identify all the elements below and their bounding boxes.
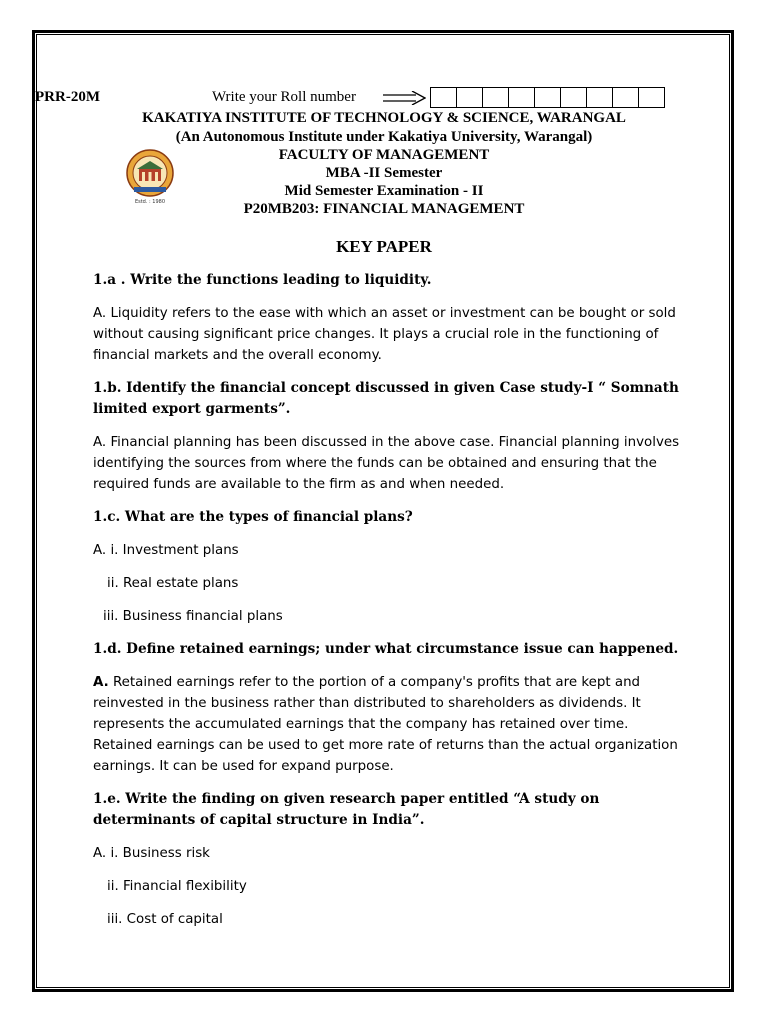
question-1d: 1.d. Define retained earnings; under what circumstance issue can happened. xyxy=(93,641,679,657)
institute-affiliation: (An Autonomous Institute under Kakatiya University, Warangal) xyxy=(175,129,593,145)
answer-prefix: A. xyxy=(93,675,109,690)
list-item: iii. Cost of capital xyxy=(107,912,223,927)
roll-number-box[interactable] xyxy=(482,87,509,108)
institute-logo xyxy=(124,149,176,205)
page-title: KEY PAPER xyxy=(336,237,432,256)
paper-code: PRR-20M xyxy=(35,89,100,105)
roll-number-box[interactable] xyxy=(456,87,483,108)
question-1e: 1.e. Write the finding on given research paper entitled “A study on determinants of capital structure in India”. xyxy=(93,791,600,828)
list-item: A. i. Business risk xyxy=(93,846,210,861)
roll-number-box[interactable] xyxy=(560,87,587,108)
list-item: ii. Financial flexibility xyxy=(107,879,247,894)
roll-number-box[interactable] xyxy=(612,87,639,108)
answer-1a: A. Liquidity refers to the ease with which an asset or investment can be bought or sold without causing significant price changes. It plays a crucial role in the functioning of financial markets and the overall economy. xyxy=(93,306,676,363)
roll-number-box[interactable] xyxy=(508,87,535,108)
list-item: A. i. Investment plans xyxy=(93,543,239,558)
answer-1b: A. Financial planning has been discussed in the above case. Financial planning involves identifying the sources from where the funds can be obtained and ensuring that the required funds are available to the firm as and when needed. xyxy=(93,435,680,492)
answer-1d xyxy=(93,672,683,777)
answer-key-content xyxy=(93,270,683,942)
question-1b: 1.b. Identify the financial concept discussed in given Case study-I “ Somnath limited export garments”. xyxy=(93,380,679,417)
list-item: iii. Business financial plans xyxy=(103,609,283,624)
roll-number-boxes[interactable] xyxy=(430,87,665,108)
roll-number-box[interactable] xyxy=(430,87,457,108)
roll-number-box[interactable] xyxy=(534,87,561,108)
roll-number-label: Write your Roll number xyxy=(212,89,356,105)
list-item: ii. Real estate plans xyxy=(107,576,239,591)
program-name: MBA -II Semester xyxy=(325,165,443,181)
roll-number-box[interactable] xyxy=(586,87,613,108)
roll-number-box[interactable] xyxy=(638,87,665,108)
arrow-right-icon xyxy=(382,91,426,105)
logo-estd-text: Estd. : 1980 xyxy=(134,199,166,205)
course-name: P20MB203: FINANCIAL MANAGEMENT xyxy=(243,201,525,217)
question-1a: 1.a . Write the functions leading to liquidity. xyxy=(93,272,432,288)
faculty-name: FACULTY OF MANAGEMENT xyxy=(278,147,490,163)
institute-name: KAKATIYA INSTITUTE OF TECHNOLOGY & SCIENCE, WARANGAL xyxy=(142,110,626,126)
answer-1d-text: Retained earnings refer to the portion of a company's profits that are kept and reinvested in the business rather than distributed to shareholders as dividends. It represents the accumulated earnings that the company has retained over time. Retained earnings can be used to get more rate of returns than the actual organization earnings. It can be used for expand purpose. xyxy=(93,675,678,774)
question-1c: 1.c. What are the types of financial plans? xyxy=(93,509,413,525)
exam-name: Mid Semester Examination - II xyxy=(284,183,484,199)
